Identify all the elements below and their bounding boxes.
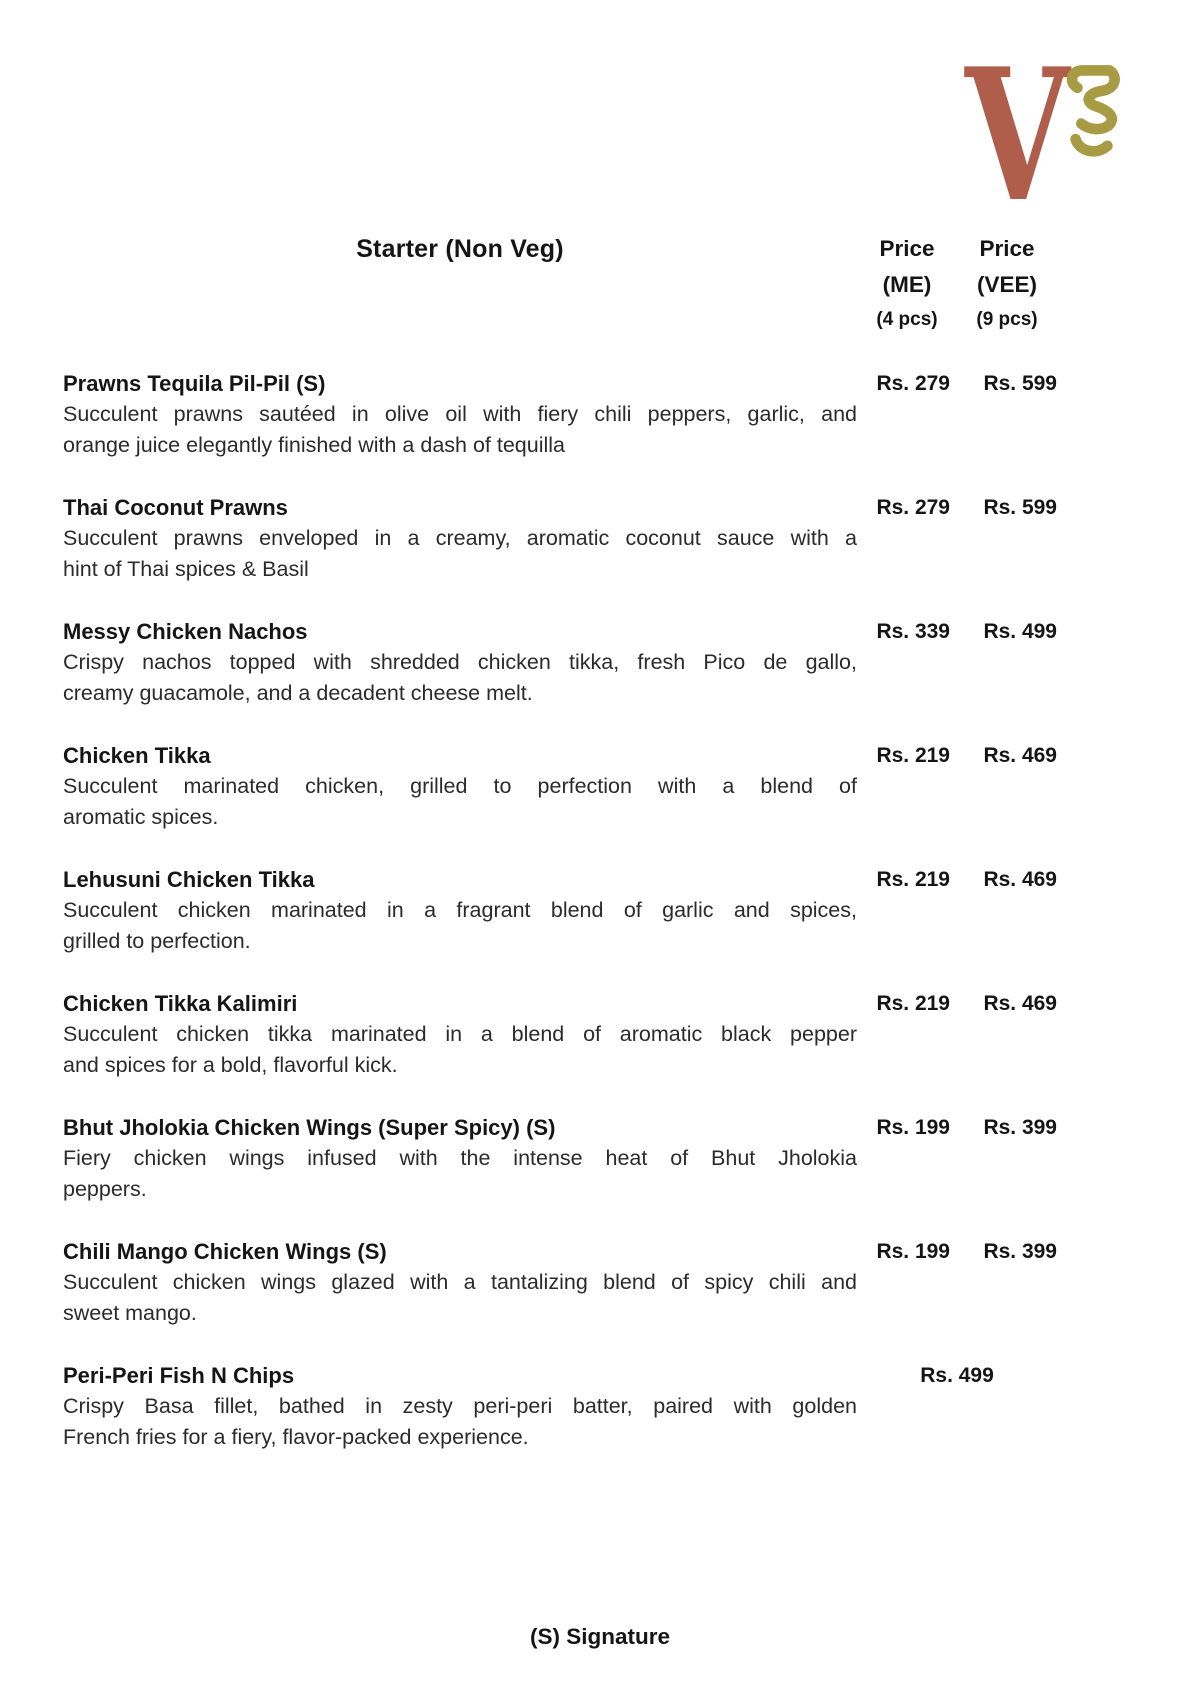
- item-text: [63, 1112, 857, 1205]
- item-description: [63, 523, 857, 585]
- item-name: Messy Chicken Nachos: [63, 619, 308, 644]
- menu-item: [63, 492, 1057, 585]
- item-name: Lehusuni Chicken Tikka: [63, 867, 315, 892]
- item-description-line: and spices for a bold, flavorful kick.: [63, 1053, 398, 1077]
- item-text: [63, 988, 857, 1081]
- section-title: Starter (Non Veg): [356, 235, 564, 263]
- item-description-line: French fries for a fiery, flavor-packed experience.: [63, 1425, 529, 1449]
- logo-v-letter: V: [965, 28, 1070, 242]
- item-description: [63, 771, 857, 833]
- item-description-line: creamy guacamole, and a decadent cheese melt.: [63, 681, 533, 705]
- price-header-vee-label: Price: [979, 236, 1035, 261]
- item-price-me: Rs. 199: [876, 1240, 950, 1263]
- item-price-me: Rs. 339: [876, 620, 950, 643]
- item-name: Chili Mango Chicken Wings (S): [63, 1239, 387, 1264]
- item-description: [63, 1143, 857, 1205]
- item-name: Thai Coconut Prawns: [63, 495, 288, 520]
- item-price-vee: Rs. 469: [983, 868, 1057, 891]
- restaurant-logo: [965, 28, 1135, 242]
- price-header-me-pieces: (4 pcs): [876, 309, 938, 330]
- item-price-me: Rs. 199: [876, 1116, 950, 1139]
- item-description-line: Succulent chicken marinated in a fragrant blend of garlic and spices,: [63, 898, 857, 922]
- item-description-line: Crispy Basa fillet, bathed in zesty peri-peri batter, paired with golden: [63, 1394, 857, 1418]
- item-description: [63, 399, 857, 461]
- menu-item: [63, 1236, 1057, 1329]
- item-description: [63, 1267, 857, 1329]
- item-text: [63, 1236, 857, 1329]
- item-price-me: Rs. 219: [876, 868, 950, 891]
- item-name: Chicken Tikka: [63, 743, 211, 768]
- item-text: [63, 740, 857, 833]
- item-description-line: Succulent marinated chicken, grilled to perfection with a blend of: [63, 774, 857, 798]
- item-text: [63, 1360, 857, 1453]
- menu-item: [63, 368, 1057, 461]
- menu-item: [63, 616, 1057, 709]
- menu-header-row: [63, 231, 1057, 339]
- menu-item: [63, 864, 1057, 957]
- item-description: [63, 895, 857, 957]
- item-description: [63, 1391, 857, 1453]
- logo-rupee-glyph-icon: [1062, 62, 1120, 162]
- price-header-vee: [957, 231, 1057, 336]
- item-text: [63, 492, 857, 585]
- menu-item: [63, 740, 1057, 833]
- item-price-vee: Rs. 599: [983, 372, 1057, 395]
- item-name: Peri-Peri Fish N Chips: [63, 1363, 295, 1388]
- item-description-line: orange juice elegantly finished with a dash of tequilla: [63, 433, 565, 457]
- signature-note: (S) Signature: [529, 1624, 670, 1649]
- item-price-vee: Rs. 469: [983, 744, 1057, 767]
- item-description-line: grilled to perfection.: [63, 929, 251, 953]
- item-description-line: Crispy nachos topped with shredded chicken tikka, fresh Pico de gallo,: [63, 650, 857, 674]
- menu-item: [63, 1360, 1057, 1453]
- item-price-vee: Rs. 599: [983, 496, 1057, 519]
- menu-item: [63, 988, 1057, 1081]
- price-header-me-label: Price: [879, 236, 935, 261]
- item-name: Bhut Jholokia Chicken Wings (Super Spicy) (S): [63, 1115, 556, 1140]
- item-name: Chicken Tikka Kalimiri: [63, 991, 298, 1016]
- item-description-line: Succulent prawns sautéed in olive oil with fiery chili peppers, garlic, and: [63, 402, 857, 426]
- menu-item: [63, 1112, 1057, 1205]
- item-description-line: Succulent prawns enveloped in a creamy, aromatic coconut sauce with a: [63, 526, 857, 550]
- item-price: Rs. 499: [920, 1364, 994, 1387]
- item-description-line: Succulent chicken wings glazed with a tantalizing blend of spicy chili and: [63, 1270, 857, 1294]
- item-description-line: hint of Thai spices & Basil: [63, 557, 309, 581]
- item-price-me: Rs. 219: [876, 744, 950, 767]
- item-price-vee: Rs. 499: [983, 620, 1057, 643]
- item-price-me: Rs. 279: [876, 372, 950, 395]
- item-text: [63, 864, 857, 957]
- menu-content: [63, 231, 1057, 1484]
- price-header-vee-code: (VEE): [976, 272, 1037, 297]
- price-header-vee-pieces: (9 pcs): [976, 309, 1038, 330]
- item-description-line: peppers.: [63, 1177, 147, 1201]
- item-price-vee: Rs. 399: [983, 1240, 1057, 1263]
- price-header-me-code: (ME): [882, 272, 932, 297]
- item-price-vee: Rs. 469: [983, 992, 1057, 1015]
- item-description-line: Fiery chicken wings infused with the intense heat of Bhut Jholokia: [63, 1146, 857, 1170]
- item-description-line: aromatic spices.: [63, 805, 219, 829]
- item-name: Prawns Tequila Pil-Pil (S): [63, 371, 326, 396]
- item-price-me: Rs. 219: [876, 992, 950, 1015]
- item-description: [63, 647, 857, 709]
- item-description: [63, 1019, 857, 1081]
- item-description-line: sweet mango.: [63, 1301, 197, 1325]
- item-description-line: Succulent chicken tikka marinated in a blend of aromatic black pepper: [63, 1022, 857, 1046]
- price-header-me: [857, 231, 957, 336]
- item-text: [63, 368, 857, 461]
- item-text: [63, 616, 857, 709]
- menu-items: [63, 368, 1057, 1453]
- item-price-me: Rs. 279: [876, 496, 950, 519]
- item-price-vee: Rs. 399: [983, 1116, 1057, 1139]
